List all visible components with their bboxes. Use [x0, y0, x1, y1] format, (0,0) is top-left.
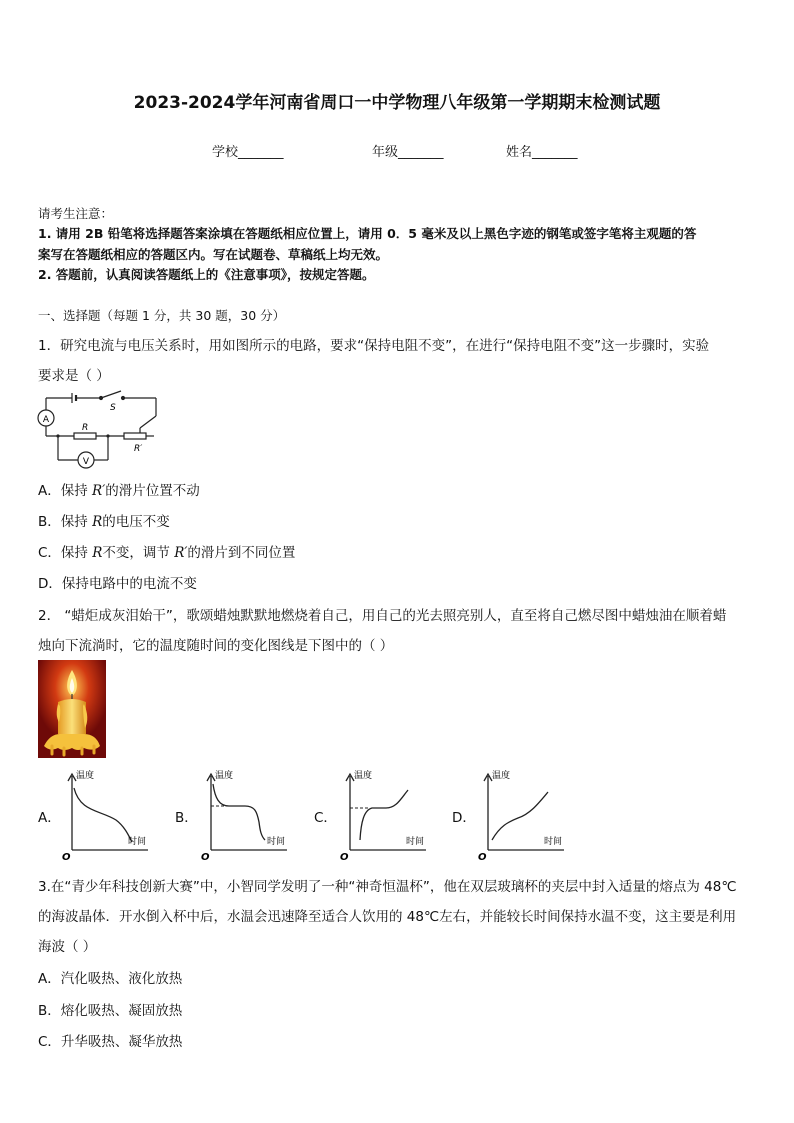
q1-option-c-text: C．保持 [38, 545, 93, 561]
q1-option-d[interactable] [38, 572, 197, 592]
origin-label: O [340, 852, 349, 862]
q3-stem-line-2: 的海波晶体．开水倒入杯中后，水温会迅速降至适合人饮用的 48℃左右，并能较长时间保持水温不变，这主要是利用 [38, 909, 737, 925]
notice-item-1-line-2: 案写在答题纸相应的答题区内。写在试题卷、草稿纸上均无效。 [38, 247, 389, 262]
q1-option-a-var: R′ [92, 483, 106, 499]
school-field: 学校_______ [212, 145, 284, 160]
q2-option-a-label[interactable]: A． [38, 810, 61, 826]
curve-b [213, 784, 265, 840]
q2-graph-c [336, 764, 431, 862]
q3-stem-line-1: 3.在“青少年科技创新大赛”中，小智同学发明了一种“神奇恒温杯”，他在双层玻璃杯的夹层中封入适量的熔点为 48℃ [38, 879, 737, 895]
ammeter-label: A [42, 415, 50, 425]
q3-stem-line-3: 海波（ ） [38, 939, 97, 955]
candle-body [58, 699, 86, 737]
rheostat-slider [140, 416, 156, 428]
q1-option-c-var2: R′ [174, 545, 188, 561]
switch-label: S [110, 403, 116, 413]
x-axis-label: 时间 [406, 837, 425, 847]
section-1-heading: 一、选择题（每题 1 分，共 30 题，30 分） [38, 308, 286, 323]
candle-image [38, 660, 106, 758]
q1-option-a-suffix: 的滑片位置不动 [105, 483, 200, 499]
q2-option-c-label[interactable]: C． [314, 810, 337, 826]
x-axis-label: 时间 [544, 837, 563, 847]
q3-option-b[interactable]: B．熔化吸热、凝固放热 [38, 1003, 183, 1019]
q3-option-c[interactable]: C．升华吸热、凝华放热 [38, 1034, 183, 1050]
y-axis-label: 温度 [215, 771, 234, 781]
switch-lever [101, 391, 121, 398]
notice-item-1-line-1: 1. 请用 2B 铅笔将选择题答案涂填在答题纸相应位置上，请用 0．5 毫米及以上黑色字迹的钢笔或签字笔将主观题的答 [38, 226, 697, 241]
q1-option-c-var: R [92, 545, 103, 561]
q1-option-b-suffix: 的电压不变 [102, 514, 170, 530]
q1-stem-line-1: 1．研究电流与电压关系时，用如图所示的电路，要求“保持电阻不变”，在进行“保持电阻不变”这一步骤时，实验 [38, 338, 710, 354]
q2-stem-line-1: 2． “蜡炬成灰泪始干”，歌颂蜡烛默默地燃烧着自己，用自己的光去照亮别人，直至将自己燃尽图中蜡烛油在顺着蜡 [38, 608, 727, 624]
resistor-r [74, 433, 96, 439]
q1-option-d-text: D．保持电路中的电流不变 [38, 576, 197, 592]
curve-a [74, 788, 132, 842]
page-title: 2023-2024学年河南省周口一中学物理八年级第一学期期末检测试题 [133, 93, 661, 113]
q1-option-c-suffix: 的滑片到不同位置 [187, 545, 296, 561]
origin-label: O [62, 852, 71, 862]
q1-circuit-diagram [36, 388, 161, 472]
q3-option-a[interactable]: A．汽化吸热、液化放热 [38, 971, 183, 987]
q1-stem-line-2: 要求是（ ） [38, 368, 110, 384]
curve-d [492, 792, 548, 840]
q2-option-b-label[interactable]: B． [175, 810, 198, 826]
q1-option-b-text: B．保持 [38, 514, 93, 530]
q1-option-a[interactable] [38, 479, 200, 499]
origin-label: O [201, 852, 210, 862]
rheostat-label: R′ [134, 444, 143, 454]
origin-label: O [478, 852, 487, 862]
x-axis-label: 时间 [128, 837, 147, 847]
x-axis-label: 时间 [267, 837, 286, 847]
rheostat [124, 433, 146, 439]
resistor-label: R [82, 423, 89, 433]
grade-field: 年级_______ [372, 145, 444, 160]
q1-option-c[interactable] [38, 541, 295, 561]
q2-option-d-label[interactable]: D． [452, 810, 476, 826]
notice-heading: 请考生注意： [38, 206, 114, 221]
curve-c [360, 790, 408, 840]
y-axis-label: 温度 [354, 771, 373, 781]
q2-graph-d [474, 764, 569, 862]
y-axis-label: 温度 [492, 771, 511, 781]
notice-item-2: 2. 答题前，认真阅读答题纸上的《注意事项》，按规定答题。 [38, 267, 375, 282]
q2-graph-a [58, 764, 153, 862]
q1-option-c-mid: 不变，调节 [102, 545, 175, 561]
q2-graph-b [197, 764, 292, 862]
voltmeter-label: V [82, 457, 90, 467]
q1-option-a-text: A．保持 [38, 483, 93, 499]
name-field: 姓名_______ [506, 145, 578, 160]
q2-stem-line-2: 烛向下流淌时，它的温度随时间的变化图线是下图中的（ ） [38, 638, 394, 654]
y-axis-label: 温度 [76, 771, 95, 781]
q1-option-b[interactable] [38, 510, 170, 530]
q1-option-b-var: R [92, 514, 103, 530]
